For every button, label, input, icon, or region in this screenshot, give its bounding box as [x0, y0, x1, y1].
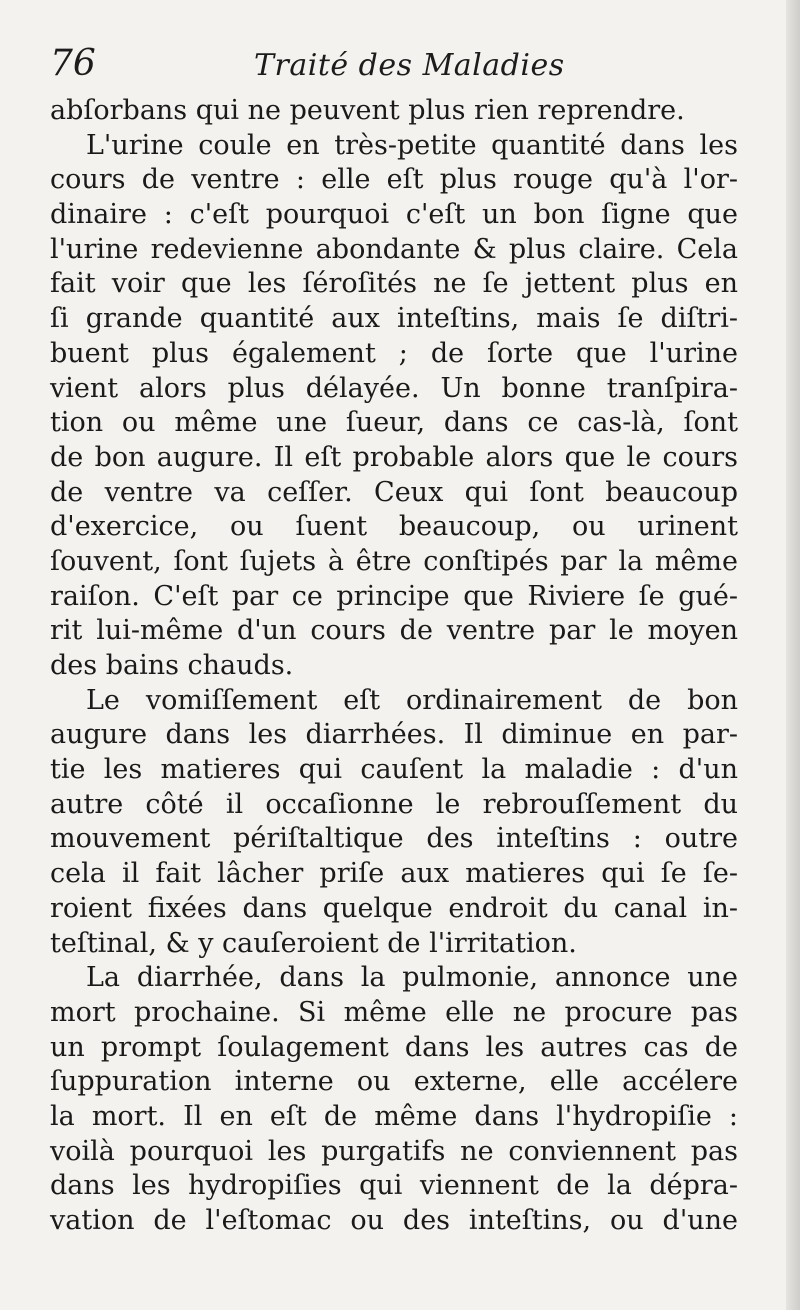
running-head: [48, 42, 738, 92]
text-line: rit lui-même d'un cours de ventre par le moyen: [50, 615, 738, 647]
text-line: mouvement périſtaltique des inteſtins : outre: [50, 823, 738, 855]
text-line: augure dans les diarrhées. Il diminue en par-: [50, 719, 738, 751]
text-line: dans les hydropiſies qui viennent de la dépra-: [50, 1170, 738, 1202]
text-line: buent plus également ; de ſorte que l'urine: [50, 337, 738, 369]
text-line: l'urine redevienne abondante & plus claire. Cela: [50, 233, 738, 265]
text-line: abſorbans qui ne peuvent plus rien reprendre.: [50, 95, 685, 126]
text-line: voilà pourquoi les purgatifs ne conviennent pas: [50, 1135, 738, 1167]
text-line: autre côté il occaſionne le rebrouſſement du: [50, 788, 738, 820]
page-number: 76: [50, 43, 96, 84]
page-edge-shadow: [786, 0, 800, 1310]
text-line: Le vomiſſement eſt ordinairement de bon: [86, 684, 738, 716]
text-line: d'exercice, ou ſuent beaucoup, ou urinent: [50, 511, 738, 543]
text-line: de bon augure. Il eſt probable alors que le cours: [50, 441, 738, 473]
text-line: la mort. Il en eſt de même dans l'hydropiſie :: [50, 1100, 738, 1132]
text-line: de ventre va ceſſer. Ceux qui ſont beaucoup: [50, 476, 738, 508]
text-line: L'urine coule en très-petite quantité dans les: [86, 129, 738, 161]
text-line: mort prochaine. Si même elle ne procure pas: [50, 996, 738, 1028]
text-line: cours de ventre : elle eſt plus rouge qu'à l'or-: [50, 164, 738, 196]
text-line: cela il fait lâcher priſe aux matieres qui ſe ſe-: [50, 858, 738, 890]
text-line: tie les matieres qui cauſent la maladie : d'un: [50, 754, 738, 786]
body-text: [50, 94, 738, 1239]
text-line: La diarrhée, dans la pulmonie, annonce une: [86, 962, 738, 994]
running-title: Traité des Maladies: [254, 48, 565, 83]
text-line: des bains chauds.: [50, 650, 294, 681]
text-line: raiſon. C'eſt par ce principe que Riviere ſe gué-: [50, 580, 738, 612]
text-line: vient alors plus délayée. Un bonne tranſpira-: [50, 372, 738, 404]
text-line: vation de l'eſtomac ou des inteſtins, ou d'une: [50, 1205, 738, 1236]
text-line: teſtinal, & y cauſeroient de l'irritation.: [50, 927, 577, 959]
text-line: un prompt ſoulagement dans les autres cas de: [50, 1031, 738, 1063]
text-line: dinaire : c'eſt pourquoi c'eſt un bon ſigne que: [50, 199, 738, 231]
text-line: tion ou même une ſueur, dans ce cas-là, ſont: [50, 407, 738, 439]
text-line: roient fixées dans quelque endroit du canal in-: [50, 892, 738, 924]
text-line: fait voir que les ſéroſités ne ſe jettent plus en: [50, 268, 738, 300]
text-line: ſuppuration interne ou externe, elle accélere: [50, 1066, 738, 1098]
text-line: ſi grande quantité aux inteſtins, mais ſe diſtri-: [50, 303, 738, 335]
text-line: ſouvent, ſont ſujets à être conſtipés par la même: [50, 545, 738, 577]
